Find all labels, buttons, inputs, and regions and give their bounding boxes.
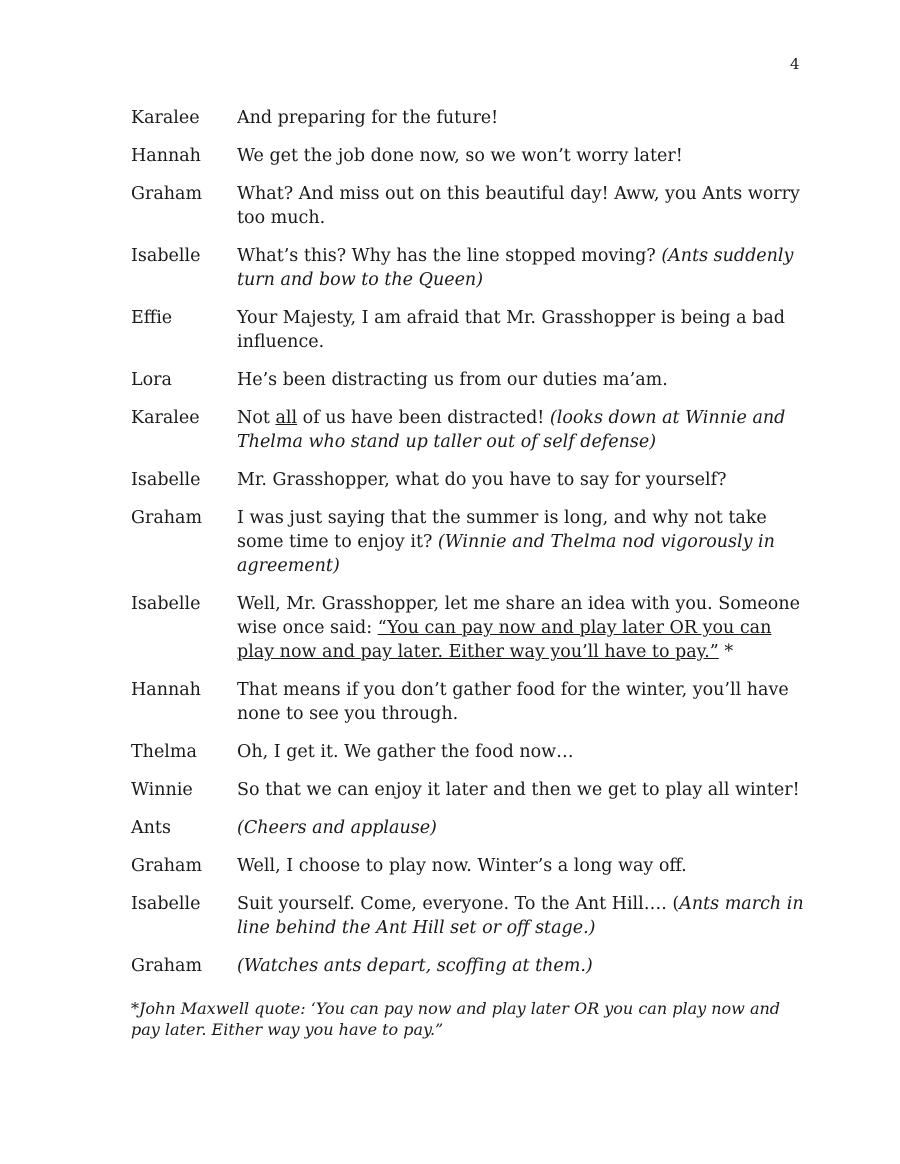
dialogue-line xyxy=(131,506,811,578)
dialogue-segment: Well, Mr. Grasshopper, let me share an idea with you. Someone wise once said: xyxy=(237,594,800,638)
stage-direction: (Winnie and Thelma nod vigorously in agreement) xyxy=(237,532,775,576)
speaker-name: Lora xyxy=(131,370,172,390)
dialogue-line xyxy=(131,816,811,840)
dialogue-text xyxy=(237,816,811,840)
dialogue-text xyxy=(237,244,811,292)
dialogue-line xyxy=(131,244,811,292)
dialogue-text xyxy=(237,406,811,454)
footnote: *John Maxwell quote: ‘You can pay now and play later OR you can play now and pay later. Either way you have to pay.” xyxy=(131,999,781,1039)
dialogue-text xyxy=(237,592,811,664)
dialogue-line xyxy=(131,592,811,664)
speaker-name: Ants xyxy=(131,818,171,838)
dialogue-line xyxy=(131,954,811,978)
stage-direction: Ants march in line behind the Ant Hill set or off stage.) xyxy=(237,894,804,938)
dialogue-text xyxy=(237,506,811,578)
underlined-text: “You can pay now and play later OR you can play now and pay later. Either way you’ll have to pay.” xyxy=(237,618,772,662)
speaker-name: Isabelle xyxy=(131,594,201,614)
dialogue-text xyxy=(237,368,811,392)
dialogue-segment: What’s this? Why has the line stopped moving? xyxy=(237,246,662,266)
dialogue-line xyxy=(131,854,811,878)
dialogue-line xyxy=(131,182,811,230)
dialogue-text xyxy=(237,144,811,168)
dialogue-text xyxy=(237,892,811,940)
dialogue-segment: Well, I choose to play now. Winter’s a long way off. xyxy=(237,856,687,876)
dialogue-line xyxy=(131,368,811,392)
stage-direction: (Watches ants depart, scoffing at them.) xyxy=(237,956,593,976)
dialogue-text xyxy=(237,854,811,878)
speaker-name: Thelma xyxy=(131,742,197,762)
dialogue-line xyxy=(131,678,811,726)
dialogue-text xyxy=(237,306,811,354)
speaker-name: Graham xyxy=(131,508,203,528)
speaker-name: Karalee xyxy=(131,108,200,128)
stage-direction: (Cheers and applause) xyxy=(237,818,437,838)
dialogue-segment: Suit yourself. Come, everyone. To the Ant Hill…. ( xyxy=(237,894,680,914)
speaker-name: Graham xyxy=(131,956,203,976)
page-number: 4 xyxy=(790,55,800,73)
dialogue-text xyxy=(237,778,811,802)
dialogue-segment: * xyxy=(718,642,734,662)
dialogue-segment: We get the job done now, so we won’t worry later! xyxy=(237,146,683,166)
speaker-name: Winnie xyxy=(131,780,193,800)
dialogue-line xyxy=(131,306,811,354)
dialogue-text xyxy=(237,182,811,230)
dialogue-segment: Oh, I get it. We gather the food now… xyxy=(237,742,574,762)
dialogue-text xyxy=(237,954,811,978)
speaker-name: Graham xyxy=(131,184,203,204)
speaker-name: Effie xyxy=(131,308,173,328)
speaker-name: Isabelle xyxy=(131,894,201,914)
speaker-name: Isabelle xyxy=(131,470,201,490)
dialogue-segment: of us have been distracted! xyxy=(297,408,550,428)
dialogue-line xyxy=(131,144,811,168)
dialogue-segment: Not xyxy=(237,408,276,428)
speaker-name: Hannah xyxy=(131,146,201,166)
dialogue-line xyxy=(131,892,811,940)
dialogue-segment: What? And miss out on this beautiful day! Aww, you Ants worry too much. xyxy=(237,184,800,228)
dialogue-line xyxy=(131,778,811,802)
dialogue-text xyxy=(237,740,811,764)
dialogue-segment: Mr. Grasshopper, what do you have to say for yourself? xyxy=(237,470,727,490)
underlined-text: all xyxy=(275,408,298,428)
stage-direction: (looks down at Winnie and Thelma who stand up taller out of self defense) xyxy=(237,408,786,452)
dialogue-segment: So that we can enjoy it later and then we get to play all winter! xyxy=(237,780,800,800)
dialogue-segment: I was just saying that the summer is long, and why not take some time to enjoy it? xyxy=(237,508,767,552)
dialogue-line xyxy=(131,106,811,130)
stage-direction: (Ants suddenly turn and bow to the Queen) xyxy=(237,246,794,290)
speaker-name: Karalee xyxy=(131,408,200,428)
script-body xyxy=(131,106,811,992)
dialogue-text xyxy=(237,678,811,726)
dialogue-text xyxy=(237,468,811,492)
dialogue-segment: He’s been distracting us from our duties ma’am. xyxy=(237,370,668,390)
speaker-name: Hannah xyxy=(131,680,201,700)
dialogue-line xyxy=(131,406,811,454)
dialogue-line xyxy=(131,740,811,764)
speaker-name: Graham xyxy=(131,856,203,876)
dialogue-segment: And preparing for the future! xyxy=(237,108,499,128)
dialogue-segment: Your Majesty, I am afraid that Mr. Grasshopper is being a bad influence. xyxy=(237,308,785,352)
dialogue-text xyxy=(237,106,811,130)
speaker-name: Isabelle xyxy=(131,246,201,266)
dialogue-segment: That means if you don’t gather food for the winter, you’ll have none to see you through. xyxy=(237,680,789,724)
dialogue-line xyxy=(131,468,811,492)
